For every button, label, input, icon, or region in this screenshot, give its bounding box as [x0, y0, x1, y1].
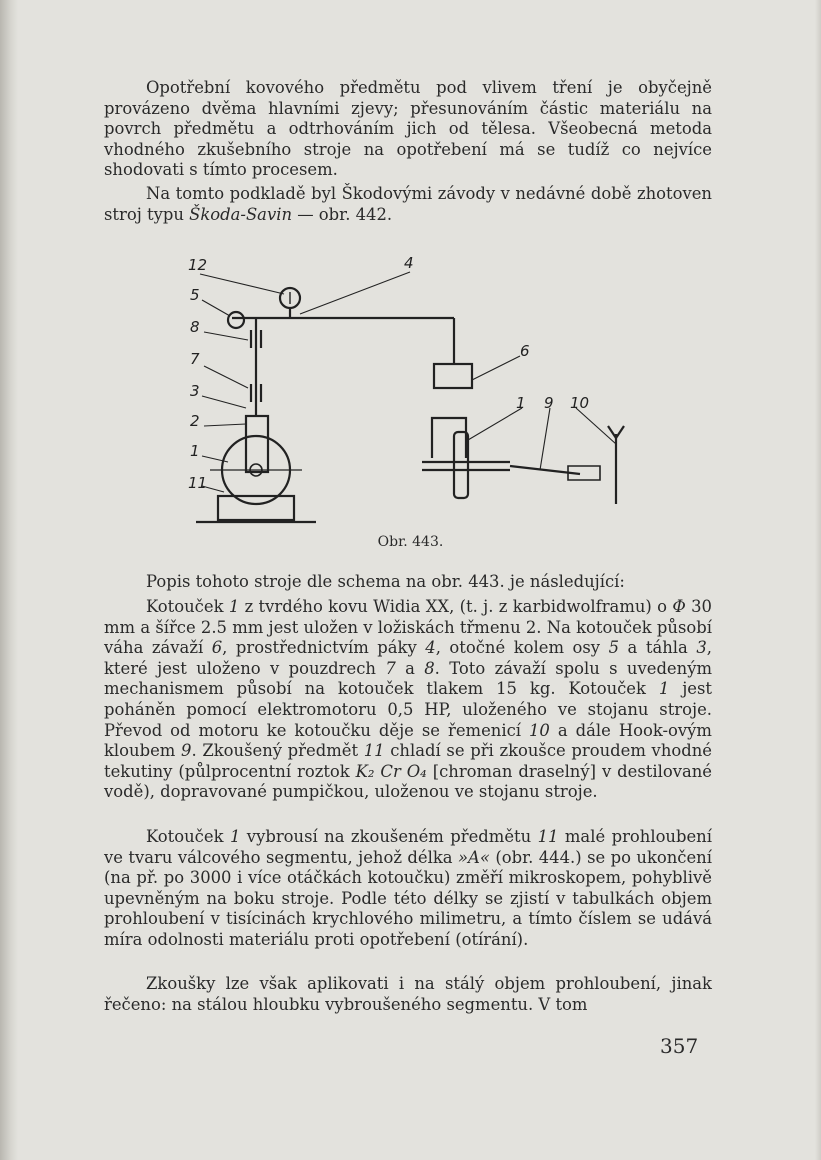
label-5: 5 — [190, 286, 200, 304]
book-spine-shadow — [0, 0, 18, 1160]
ref-number: 5 — [608, 638, 620, 658]
ref-number: 8 — [424, 658, 435, 678]
paragraph-machine-type — [104, 184, 712, 225]
paragraph-description — [104, 597, 712, 803]
ref-number: 1 — [658, 679, 670, 699]
ref-number: 6 — [211, 638, 223, 658]
text-span: jest poháněn pomocí elektromotoru 0,5 HP, uloženého ve stojanu stroje. Převod od motoru ke kotoučku děje se řemenicí — [104, 679, 712, 740]
ref-number: 3 — [696, 638, 707, 658]
label-3: 3 — [190, 382, 200, 400]
text-span: Na tomto podkladě byl Škodovými závody v nedávné době zhotoven stroj typu — [104, 184, 712, 224]
chemical-formula: K₂ Cr O₄ — [355, 761, 427, 781]
ref-number: 11 — [537, 827, 559, 846]
ref-number: 1 — [228, 597, 240, 616]
paragraph-description-intro: Popis tohoto stroje dle schema na obr. 443. je následující: — [146, 572, 625, 591]
ref-number: 1 — [229, 827, 241, 846]
text-span: vybrousí na zkoušeném předmětu — [240, 827, 538, 846]
label-1: 1 — [190, 442, 200, 460]
label-7: 7 — [190, 350, 200, 368]
ref-number: 11 — [363, 741, 385, 761]
text-span: z tvrdého kovu Widia XX, (t. j. z karbidwolframu) o — [239, 597, 673, 616]
text-span: . Zkoušený předmět — [191, 741, 364, 761]
figure-caption: Obr. 443. — [377, 534, 444, 550]
label-2: 2 — [190, 412, 200, 430]
text-span: malé prohloubení ve tvaru válcového segmentu, jehož délka — [104, 827, 712, 867]
ref-number: 10 — [529, 720, 550, 740]
label-9: 9 — [544, 394, 554, 412]
label-12: 12 — [188, 256, 208, 274]
specimen-11 — [218, 496, 294, 520]
page-edge — [815, 0, 821, 1160]
text-span: a dále Hook-ovým kloubem — [104, 720, 712, 761]
ref-number: 4 — [425, 638, 436, 658]
ref-number: 7 — [385, 658, 396, 678]
page-number: 357 — [660, 1034, 699, 1058]
length-symbol: »A« — [457, 847, 490, 867]
text-span: Kotouček — [146, 827, 230, 846]
diameter-symbol: Φ — [672, 597, 686, 616]
machine-schematic-figure — [180, 248, 640, 538]
label-1b: 1 — [516, 394, 526, 412]
ref-number: 9 — [181, 741, 192, 761]
label-6: 6 — [520, 342, 530, 360]
text-span: Kotouček — [146, 597, 229, 616]
text-span: , které jest uloženo v pouzdrech — [104, 638, 712, 678]
paragraph-measurement — [104, 827, 712, 951]
machine-name: Škoda-Savin — [189, 204, 292, 224]
paragraph-constant-volume: Zkoušky lze však aplikovati i na stálý objem prohloubení, jinak řečeno: na stálou hloubku vybroušeného segmentu. V tom — [104, 974, 712, 1014]
label-11: 11 — [188, 474, 208, 492]
text-span: [chroman draselný] v destilované vodě), dopravované pumpičkou, uloženou ve stojanu stroje. — [104, 761, 712, 802]
pivot-5 — [228, 312, 244, 328]
text-span: . Toto závaží spolu s uvedeným mechanismem působí na kotouček tlakem 15 kg. Kotouček — [104, 658, 712, 699]
label-8: 8 — [190, 318, 200, 336]
text-span: , prostřednictvím páky — [222, 638, 426, 658]
label-4: 4 — [404, 254, 414, 272]
text-span: a — [395, 658, 425, 678]
text-span: chladí se při zkoušce proudem vhodné tekutiny (půlprocentní roztok — [104, 741, 712, 781]
label-10: 10 — [570, 394, 590, 412]
text-span: — obr. 442. — [292, 204, 393, 224]
paragraph-intro: Opotřební kovového předmětu pod vlivem tření je obyčejně provázeno dvěma hlavními zjevy; přesunováním částic materiálu na povrch předmětu a odtrhováním jich od tělesa. Všeobecná metoda vhodného zkušebního stroje na opotřebení má se tudíž co nejvíce shodovati s tímto procesem. — [104, 78, 712, 180]
text-span: (obr. 444.) se po ukončení (na př. po 3000 i více otáčkách kotoučku) změří mikroskopem, pohyblivě upevněným na boku stroje. Podle této délky se zjistí v tabulkách objem prohloubení v tisícinách krychlového milimetru, a tímto číslem se udává míra odolnosti materiálu proti opotřebení (otírání). — [104, 847, 712, 949]
weight-6 — [434, 364, 472, 388]
text-span: , otočné kolem osy — [435, 638, 609, 658]
text-span: a táhla — [619, 638, 697, 658]
text-span: 30 mm a šířce 2.5 mm jest uložen v ložiskách třmenu 2. Na kotouček působí váha závaží — [104, 597, 712, 658]
